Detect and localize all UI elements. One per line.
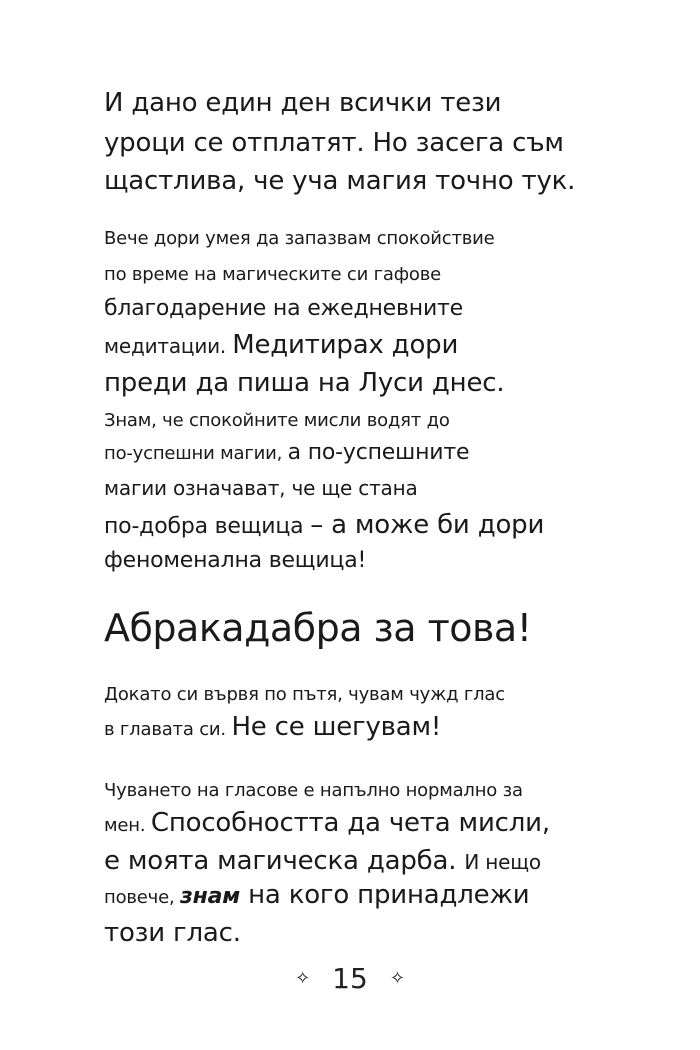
p2-line-4-small: медитации. (104, 334, 233, 358)
p4-line-4-emphasis: знам (180, 884, 241, 909)
p2-line-9 (104, 510, 544, 540)
sparkle-right-icon: ✧ (389, 967, 405, 989)
p3-line-2-large: Не се шегувам! (231, 712, 442, 742)
p1-line-2: уроци се отплатят. Но засега съм (104, 128, 564, 158)
p4-line-3-small: И нещо (464, 850, 541, 874)
page-footer (0, 962, 700, 995)
p2-line-6: Знам, че спокойните мисли водят до (104, 410, 450, 431)
p4-line-3-large: е моята магическа дарба. (104, 846, 465, 876)
p2-line-10: феноменална вещица! (104, 548, 367, 573)
page-number: 15 (332, 962, 368, 995)
p2-line-4 (104, 330, 458, 360)
p3-line-1: Докато си вървя по пътя, чувам чужд глас (104, 684, 505, 705)
p4-line-2-small: мен. (104, 815, 151, 836)
p4-line-1: Чуването на гласове е напълно нормално за (104, 780, 523, 801)
p2-line-5: преди да пиша на Луси днес. (104, 368, 505, 398)
p2-line-7 (104, 440, 469, 465)
p2-line-7-large: а по-успешните (287, 440, 470, 465)
p1-line-3: щастлива, че уча магия точно тук. (104, 166, 576, 196)
p4-line-5: този глас. (104, 918, 241, 948)
p3-line-2 (104, 712, 441, 742)
p2-line-4-large: Медитирах дори (232, 330, 459, 360)
p4-line-3 (104, 846, 541, 876)
p2-line-7-small: по-успешни магии, (104, 443, 288, 464)
p3-line-2-small: в главата си. (104, 719, 232, 740)
p2-line-9-large: – а може би дори (310, 510, 545, 540)
p2-line-8: магии означават, че ще стана (104, 476, 418, 500)
sparkle-left-icon: ✧ (295, 967, 311, 989)
p4-line-4-small: повече, (104, 887, 181, 908)
p2-line-1: Вече дори умея да запазвам спокойствие (104, 228, 495, 249)
heading: Абракадабра за това! (104, 606, 532, 650)
p4-line-4 (104, 880, 529, 910)
p2-line-2: по време на магическите си гафове (104, 264, 442, 285)
p1-line-1: И дано един ден всички тези (104, 88, 502, 118)
p4-line-2-large: Способността да чета мисли, (150, 808, 550, 838)
p4-line-2 (104, 808, 550, 838)
p2-line-3: благодарение на ежедневните (104, 296, 464, 321)
p2-line-9-small: по-добра вещица (104, 514, 311, 539)
p4-line-4-large: на кого принадлежи (240, 880, 530, 910)
